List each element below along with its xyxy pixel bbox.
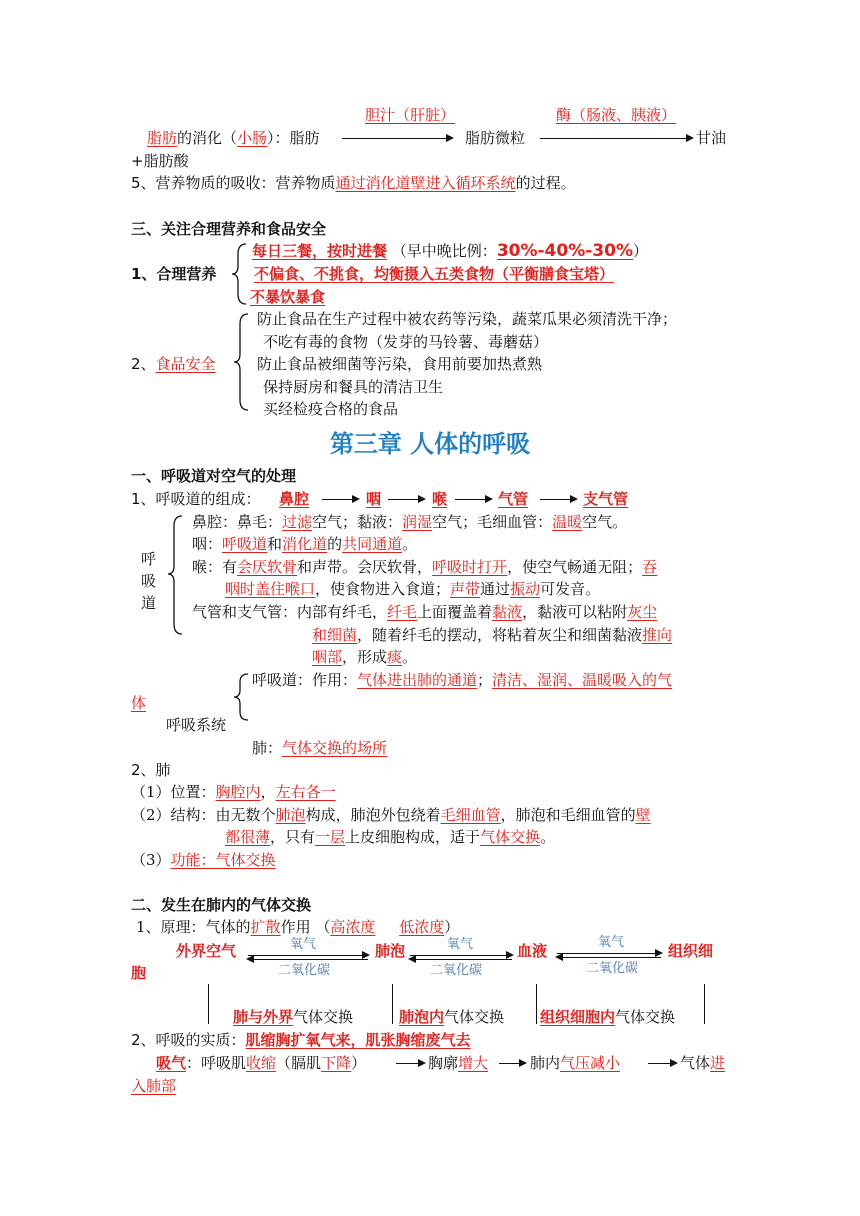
ph-b: 消化道 (282, 535, 328, 553)
exchange-1 (233, 1006, 353, 1028)
ex2-red: 肺泡内 (399, 1008, 445, 1026)
inh-down: 下降 (321, 1054, 352, 1072)
composition-prefix: 1、呼吸道的组成： (131, 490, 261, 508)
chapter-title: 第三章 人体的呼吸 (329, 429, 531, 458)
blood: 血液 (517, 942, 548, 960)
tr-t2: 上面覆盖着 (417, 603, 493, 621)
absorption-prefix: 5、营养物质的吸收：营养物质 (131, 174, 336, 192)
tr-dust-a: 灰尘 (627, 603, 658, 621)
ls-cap: 毛细血管 (440, 806, 501, 824)
safety-item-3: 防止食品被细菌等污染，食用前要加热煮熟 (257, 355, 543, 373)
co2-label-2: 二氧化碳 (430, 963, 483, 978)
nose-line (192, 511, 627, 533)
lx-t6: 可发音。 (540, 580, 601, 598)
lung-heading: 2、肺 (131, 761, 171, 779)
lx-t5: 通过 (480, 580, 511, 598)
inh-t4: 胸廓 (428, 1054, 459, 1072)
organ-pharynx: 咽 (366, 490, 382, 508)
fatty-acid: +脂肪酸 (131, 152, 189, 170)
system-lung-line (252, 737, 387, 759)
safety-prefix: 2、 (131, 355, 156, 373)
pharynx-line (192, 533, 417, 555)
ls-alv: 肺泡 (275, 806, 306, 824)
lung-function (131, 849, 276, 871)
exchange-3 (540, 1006, 675, 1028)
tr-cilia: 纤毛 (387, 603, 418, 621)
ls-exch: 气体交换 (480, 828, 541, 846)
tissue-cell-a: 组织细 (668, 942, 714, 960)
lp-t1: （1）位置： (131, 783, 216, 801)
absorption-suffix: 的过程。 (515, 174, 576, 192)
nutrition-item-1 (252, 240, 648, 262)
ls-wall-b: 都很薄 (225, 828, 271, 846)
lung-structure-2 (225, 826, 555, 848)
safety-item-5: 买经检疫合格的食品 (263, 400, 399, 418)
tract-brace (166, 514, 186, 636)
inhale-arrow-2 (499, 1063, 525, 1064)
nutrition-brace (230, 242, 250, 306)
enzyme-label: 酶（肠液、胰液） (556, 106, 677, 124)
ratio-suffix: ） (633, 242, 649, 260)
ratio-prefix: （早中晚比例： (391, 242, 497, 260)
inhale-arrow-3 (648, 1063, 676, 1064)
safety-brace (232, 312, 252, 412)
oxygen-arrow-3 (557, 953, 661, 954)
three-meals: 每日三餐，按时进餐 (252, 242, 388, 260)
side-label-2: 吸 (141, 572, 157, 590)
ph-c: 共同通道 (342, 535, 403, 553)
essence-line (131, 1029, 471, 1051)
meal-ratio: 30%-40%-30% (496, 241, 633, 261)
organ-nose: 鼻腔 (279, 490, 310, 508)
pr-end: ） (444, 918, 460, 936)
ph-t3: 的 (327, 535, 343, 553)
lx-swallow-b: 咽时盖住喉口 (225, 580, 316, 598)
pr-t2: 作用 （ (280, 918, 331, 936)
exchange-2 (399, 1006, 504, 1028)
nose-filter: 过滤 (282, 513, 313, 531)
nose-t2: 空气；黏液： (312, 513, 403, 531)
lx-vib: 振动 (510, 580, 541, 598)
ess-text: 肌缩胸扩氧气来，肌张胸缩废气去 (245, 1031, 471, 1049)
tr-dust-b: 和细菌 (312, 626, 358, 644)
inhale-chest (428, 1052, 488, 1074)
divider-4 (704, 984, 705, 1024)
inh-up: 增大 (458, 1054, 489, 1072)
ls-wall-a: 壁 (635, 806, 651, 824)
sys-lung-func: 气体交换的场所 (282, 739, 388, 757)
inh-t1: ：呼吸肌 (186, 1054, 247, 1072)
glycerol: 甘油 (696, 129, 727, 147)
sys-func2b: 体 (131, 694, 147, 712)
oxygen-arrow-2 (410, 955, 512, 956)
absorption-line (131, 172, 576, 194)
inhale-word: 吸气 (156, 1054, 187, 1072)
fat-particle: 脂肪微粒 (465, 129, 526, 147)
trachea-line-1 (192, 601, 657, 623)
pr-t1: 1、原理：气体的 (136, 918, 251, 936)
tissue-cell-b: 胞 (131, 964, 147, 982)
divider-1 (208, 984, 209, 1024)
lx-open: 呼吸时打开 (432, 558, 508, 576)
organ-arrow-1 (322, 499, 358, 500)
ex3-rest: 气体交换 (615, 1008, 676, 1026)
inhale-gas (680, 1052, 725, 1074)
lung-position (131, 781, 336, 803)
lp-sep: ， (260, 783, 276, 801)
inh-enter-b: 入肺部 (131, 1077, 177, 1095)
inh-t3: ） (351, 1054, 367, 1072)
alveolus: 肺泡 (375, 942, 406, 960)
pr-diff: 扩散 (250, 918, 281, 936)
fat-mid2: ）：脂肪 (267, 129, 320, 147)
lf-func: 功能：气体交换 (170, 851, 276, 869)
tr-t1: 气管和支气管：内部有纤毛， (192, 603, 388, 621)
lp-b: 左右各一 (275, 783, 336, 801)
ex1-red: 肺与外界 (233, 1008, 294, 1026)
lf-prefix: （3） (131, 851, 171, 869)
inhale-pressure (530, 1052, 620, 1074)
sys-lung-prefix: 肺： (252, 739, 283, 757)
ess-prefix: 2、呼吸的实质： (131, 1031, 246, 1049)
lx-cord: 声带 (450, 580, 481, 598)
inhale-arrow-1 (396, 1063, 424, 1064)
safety-item-2: 不吃有毒的食物（发芽的马铃薯、毒蘑菇） (263, 333, 549, 351)
part1-heading: 一、呼吸道对空气的处理 (131, 467, 297, 485)
absorption-key: 通过消化道壁进入循环系统 (335, 174, 516, 192)
ls-t4: ，只有 (270, 828, 316, 846)
fat-word: 脂肪 (147, 129, 178, 147)
section3-heading: 三、关注合理营养和食品安全 (131, 220, 327, 238)
inh-t6: 气体 (680, 1054, 711, 1072)
lx-t3: ，使空气畅通无阻； (507, 558, 643, 576)
ph-t4: 。 (402, 535, 418, 553)
inh-contract: 收缩 (246, 1054, 277, 1072)
nutrition-item-2: 不偏食、不挑食，均衡摄入五类食物（平衡膳食宝塔） (254, 265, 615, 283)
nose-t1: 鼻腔：鼻毛： (192, 513, 283, 531)
food-safety-label (131, 353, 216, 375)
system-tract-line (252, 669, 672, 691)
lx-t1: 喉：有 (192, 558, 238, 576)
lx-t2: 和声带。会厌软骨， (297, 558, 433, 576)
co2-label-3: 二氧化碳 (586, 961, 639, 976)
nose-warm: 温暖 (552, 513, 583, 531)
tr-push-b: 咽部 (312, 648, 343, 666)
co2-label-1: 二氧化碳 (278, 963, 331, 978)
oxygen-label-2: 氧气 (447, 937, 474, 952)
sys-t1: 呼吸道：作用： (252, 671, 358, 689)
system-label: 呼吸系统 (166, 716, 227, 734)
fat-mid1: 的消化（ (177, 129, 238, 147)
side-label-3: 道 (141, 594, 157, 612)
organ-trachea: 气管 (498, 490, 529, 508)
bile-label: 胆汁（肝脏） (365, 106, 456, 124)
fat-digestion-line (147, 127, 320, 149)
ph-a: 呼吸道 (222, 535, 268, 553)
ls-t3: ，肺泡和毛细血管的 (500, 806, 636, 824)
ls-t1: （2）结构：由无数个 (131, 806, 276, 824)
ls-t5: 上皮细胞构成，适于 (345, 828, 481, 846)
side-label-1: 呼 (141, 550, 157, 568)
nose-moist: 润湿 (402, 513, 433, 531)
ex2-rest: 气体交换 (444, 1008, 505, 1026)
ls-t2: 构成，肺泡外包绕着 (305, 806, 441, 824)
lung-structure-1 (131, 804, 651, 826)
inh-enter-a: 进 (710, 1054, 726, 1072)
nutrition-label: 1、合理营养 (131, 265, 217, 283)
lp-a: 胸腔内 (215, 783, 261, 801)
ph-t2: 和 (267, 535, 283, 553)
divider-3 (536, 984, 537, 1024)
lx-swallow-a: 吞 (642, 558, 658, 576)
organ-arrow-3 (455, 499, 491, 500)
organ-bronchi: 支气管 (583, 490, 629, 508)
part2-heading: 二、发生在肺内的气体交换 (131, 896, 312, 914)
pr-low: 低浓度 (399, 918, 445, 936)
lx-t4: ，使食物进入食道； (315, 580, 451, 598)
organ-arrow-4 (540, 499, 576, 500)
tr-t4: ，随着纤毛的摆动，将粘着灰尘和细菌黏液 (357, 626, 643, 644)
sys-func2a: 清洁、湿润、温暖吸入的气 (492, 671, 673, 689)
larynx-line-2 (225, 578, 600, 600)
oxygen-arrow-1 (248, 955, 368, 956)
ex3-red: 组织细胞内 (540, 1008, 616, 1026)
ex1-rest: 气体交换 (293, 1008, 354, 1026)
tr-push-a: 推向 (642, 626, 673, 644)
oxygen-label-1: 氧气 (290, 937, 317, 952)
ls-one: 一层 (315, 828, 346, 846)
sys-sep: ； (477, 671, 493, 689)
larynx-line-1 (192, 556, 657, 578)
tr-t3: ，黏液可以粘附 (522, 603, 628, 621)
organ-arrow-2 (388, 499, 424, 500)
trachea-line-3 (312, 646, 417, 668)
sys-func1: 气体进出肺的通道 (357, 671, 478, 689)
fat-arrow-1 (342, 138, 452, 139)
tr-mucus: 黏液 (492, 603, 523, 621)
outside-air: 外界空气 (176, 942, 237, 960)
ls-t6: 。 (540, 828, 556, 846)
inh-t2: （膈肌 (276, 1054, 322, 1072)
food-safety-word: 食品安全 (155, 355, 216, 373)
organ-larynx: 喉 (432, 490, 448, 508)
safety-item-1: 防止食品在生产过程中被农药等污染，蔬菜瓜果必须清洗干净； (257, 310, 678, 328)
system-brace (232, 672, 252, 722)
tr-t6: 。 (402, 648, 418, 666)
inh-pressure: 气压减小 (560, 1054, 621, 1072)
nose-t4: 空气。 (582, 513, 628, 531)
fat-site: 小肠 (237, 129, 268, 147)
pr-high: 高浓度 (330, 918, 376, 936)
tr-t5: ，形成 (342, 648, 388, 666)
oxygen-label-3: 氧气 (598, 935, 625, 950)
ph-t1: 咽： (192, 535, 223, 553)
tr-phlegm: 痰 (387, 648, 403, 666)
inhale-line (156, 1052, 366, 1074)
safety-item-4: 保持厨房和餐具的清洁卫生 (263, 378, 444, 396)
inh-t5: 肺内 (530, 1054, 561, 1072)
fat-arrow-2 (540, 138, 692, 139)
nutrition-item-3: 不暴饮暴食 (250, 288, 326, 306)
lx-epi: 会厌软骨 (237, 558, 298, 576)
divider-2 (392, 984, 393, 1024)
nose-t3: 空气；毛细血管： (432, 513, 553, 531)
trachea-line-2 (312, 624, 672, 646)
